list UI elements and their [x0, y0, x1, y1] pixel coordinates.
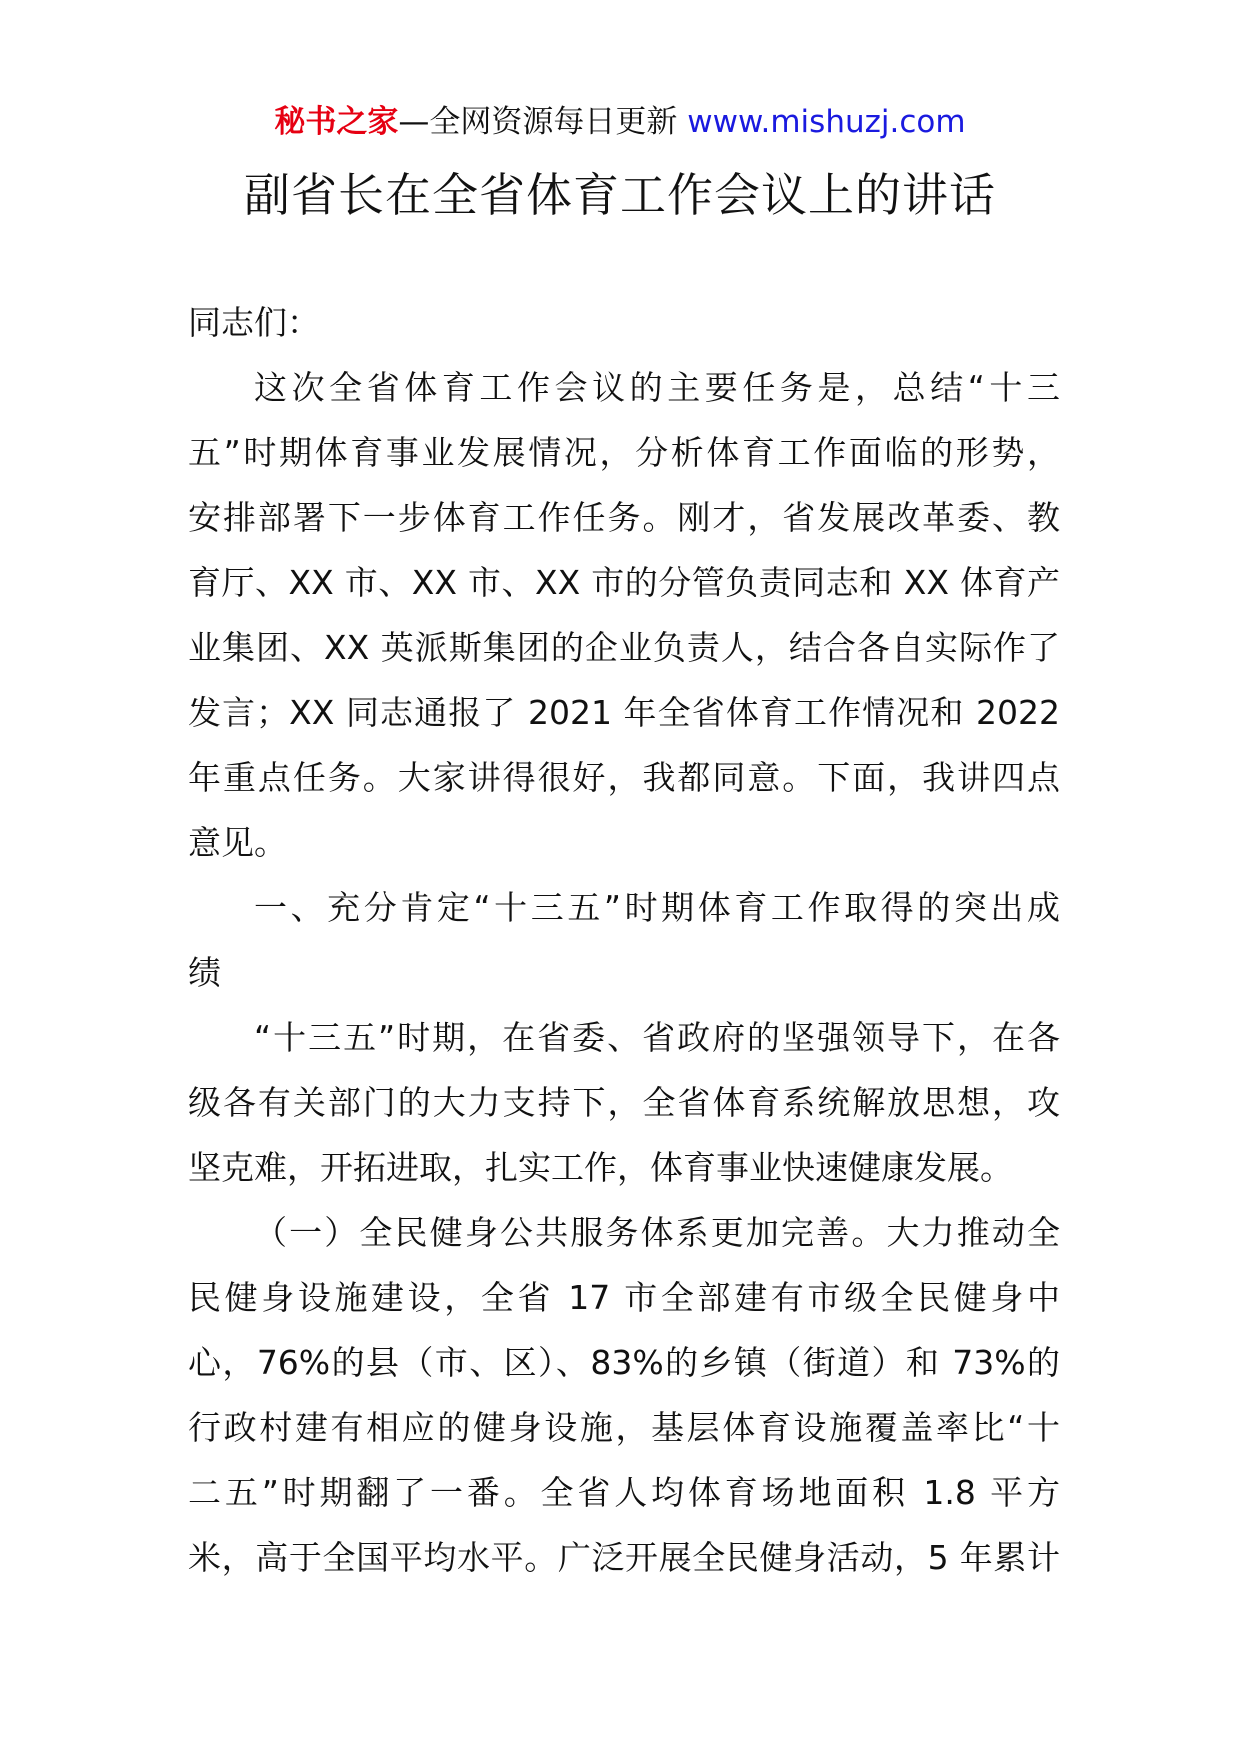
body-line: 年重点任务。大家讲得很好，我都同意。下面，我讲四点 — [188, 758, 1060, 797]
section-heading: 一、充分肯定“十三五”时期体育工作取得的突出成 — [254, 888, 1060, 927]
section-heading: 绩 — [188, 953, 221, 992]
body-line: 心，76%的县（市、区）、83%的乡镇（街道）和 73%的 — [188, 1343, 1060, 1382]
body-line: 育厅、XX 市、XX 市、XX 市的分管负责同志和 XX 体育产 — [188, 563, 1060, 602]
body-line: “十三五”时期，在省委、省政府的坚强领导下，在各 — [254, 1018, 1060, 1057]
body-line: 这次全省体育工作会议的主要任务是，总结“十三 — [254, 368, 1060, 407]
site-tagline: —全网资源每日更新 — [398, 104, 678, 140]
salutation: 同志们： — [188, 303, 320, 342]
body-line: 安排部署下一步体育工作任务。刚才，省发展改革委、教 — [188, 498, 1060, 537]
body-line: 意见。 — [188, 823, 287, 862]
body-line: 行政村建有相应的健身设施，基层体育设施覆盖率比“十 — [188, 1408, 1060, 1447]
site-url-link[interactable]: www.mishuzj.com — [687, 104, 966, 140]
body-line: 五”时期体育事业发展情况，分析体育工作面临的形势， — [188, 433, 1060, 472]
body-line: 坚克难，开拓进取，扎实工作，体育事业快速健康发展。 — [188, 1148, 1013, 1187]
body-line: 级各有关部门的大力支持下，全省体育系统解放思想，攻 — [188, 1083, 1060, 1122]
body-line: 米，高于全国平均水平。广泛开展全民健身活动，5 年累计 — [188, 1538, 1060, 1577]
body-line: 发言；XX 同志通报了 2021 年全省体育工作情况和 2022 — [188, 693, 1060, 732]
document-body — [188, 290, 1060, 1590]
body-line: 业集团、XX 英派斯集团的企业负责人，结合各自实际作了 — [188, 628, 1060, 667]
site-brand: 秘书之家 — [274, 104, 399, 140]
document-title: 副省长在全省体育工作会议上的讲话 — [244, 168, 996, 222]
site-header — [0, 100, 1240, 144]
body-line: 二五”时期翻了一番。全省人均体育场地面积 1.8 平方 — [188, 1473, 1060, 1512]
body-line: 民健身设施建设，全省 17 市全部建有市级全民健身中 — [188, 1278, 1060, 1317]
body-line: （一）全民健身公共服务体系更加完善。大力推动全 — [254, 1213, 1060, 1252]
